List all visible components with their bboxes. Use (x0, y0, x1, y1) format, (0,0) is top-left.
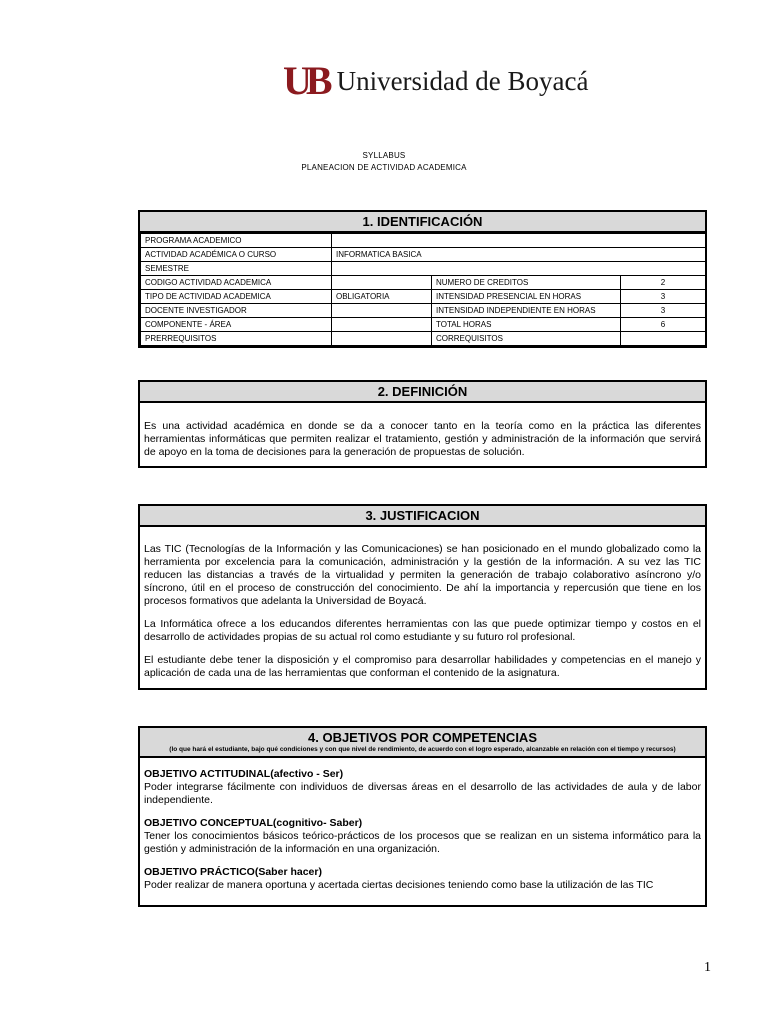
field-label: CORREQUISITOS (432, 332, 621, 346)
field-value (332, 304, 432, 318)
section-title: 1. IDENTIFICACIÓN (140, 212, 705, 233)
section-identificacion (138, 210, 707, 348)
section-objetivos (138, 726, 707, 907)
university-logo (283, 58, 589, 103)
field-value: INFORMATICA BASICA (332, 248, 706, 262)
field-label: INTENSIDAD INDEPENDIENTE EN HORAS (432, 304, 621, 318)
field-label: PROGRAMA ACADEMICO (141, 234, 332, 248)
justification-paragraph: La Informática ofrece a los educandos diferentes herramientas con las que puede optimizar tiempo y costos en el desarrollo de actividades propias de su actual rol como estudiante y su futuro rol profesional. (144, 618, 701, 643)
doc-title: SYLLABUS (362, 151, 406, 160)
field-label: SEMESTRE (141, 262, 332, 276)
field-label: INTENSIDAD PRESENCIAL EN HORAS (432, 290, 621, 304)
table-row (141, 332, 706, 346)
doc-subtitle: PLANEACION DE ACTIVIDAD ACADEMICA (301, 163, 467, 172)
field-value: 3 (621, 290, 706, 304)
field-label: TOTAL HORAS (432, 318, 621, 332)
field-value (332, 332, 432, 346)
logo-text: Universidad de Boyacá (336, 66, 589, 96)
page-number: 1 (704, 960, 711, 975)
objective-text: Poder realizar de manera oportuna y acertada ciertas decisiones teniendo como base la utilización de las TIC (144, 879, 654, 891)
justification-paragraph: Las TIC (Tecnologías de la Información y las Comunicaciones) se han posicionado en el mundo globalizado como la herramienta por excelencia para la comunicación, administración y la gestión de la información. A su vez las TIC reducen las distancias a través de la virtualidad y permiten la generación de trabajo colaborativo asíncrono y/o síncrono, útil en el proceso de construcción del conocimiento. De ahí la importancia y repercusión que tiene en los procesos formativos que adelanta la Universidad de Boyacá. (144, 543, 701, 607)
field-value (332, 318, 432, 332)
justification-paragraph: El estudiante debe tener la disposición y el compromiso para desarrollar habilidades y competencias en el manejo y aplicación de cada una de las herramientas que conforman el contenido de la asignatura. (144, 654, 701, 679)
section-title: 2. DEFINICIÓN (140, 382, 705, 403)
field-value: 3 (621, 304, 706, 318)
objective-text: Tener los conocimientos básicos teórico-prácticos de los procesos que se realizan en un sistema informático para la gestión y administración de la información en una organización. (144, 830, 701, 855)
field-value: 6 (621, 318, 706, 332)
section-title: 4. OBJETIVOS POR COMPETENCIAS (308, 730, 537, 745)
field-value (332, 234, 706, 248)
field-value (621, 332, 706, 346)
table-row (141, 234, 706, 248)
definition-text: Es una actividad académica en donde se da a conocer tanto en la teoría como en la práctica las diferentes herramientas informáticas que permiten realizar el tratamiento, gestión y administración de la información que servirá de apoyo en la toma de decisiones para la generación de propuestas de solución. (144, 420, 701, 458)
field-label: NUMERO DE CREDITOS (432, 276, 621, 290)
section-title-block (140, 728, 705, 758)
field-label: TIPO DE ACTIVIDAD ACADEMICA (141, 290, 332, 304)
table-row (141, 304, 706, 318)
field-value (332, 276, 432, 290)
field-label: COMPONENTE - ÁREA (141, 318, 332, 332)
table-row (141, 318, 706, 332)
table-row (141, 262, 706, 276)
objective-label: OBJETIVO CONCEPTUAL(cognitivo- Saber) (144, 817, 363, 829)
logo-mark: UB (283, 58, 327, 103)
objective-text: Poder integrarse fácilmente con individuos de diversas áreas en el desarrollo de las actividades de aula y de labor independiente. (144, 781, 701, 806)
identification-table (140, 233, 706, 346)
field-label: ACTIVIDAD ACADÉMICA O CURSO (141, 248, 332, 262)
section-definicion (138, 380, 707, 468)
field-label: CODIGO ACTIVIDAD ACADEMICA (141, 276, 332, 290)
field-value (332, 262, 706, 276)
field-value: OBLIGATORIA (332, 290, 432, 304)
objective-label: OBJETIVO PRÁCTICO(Saber hacer) (144, 866, 322, 878)
table-row (141, 276, 706, 290)
field-label: PRERREQUISITOS (141, 332, 332, 346)
table-row (141, 248, 706, 262)
field-value: 2 (621, 276, 706, 290)
section-title: 3. JUSTIFICACION (140, 506, 705, 527)
section-subtitle: (lo que hará el estudiante, bajo qué condiciones y con que nivel de rendimiento, de acuerdo con el logro esperado, alcanzable en relación con el tiempo y recursos) (169, 746, 676, 753)
objective-label: OBJETIVO ACTITUDINAL(afectivo - Ser) (144, 768, 344, 780)
field-label: DOCENTE INVESTIGADOR (141, 304, 332, 318)
section-justificacion (138, 504, 707, 690)
table-row (141, 290, 706, 304)
